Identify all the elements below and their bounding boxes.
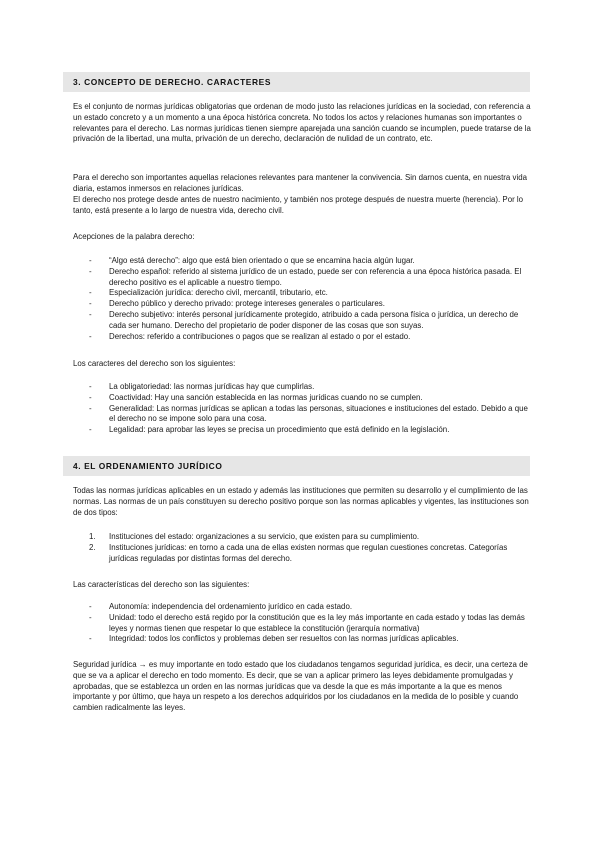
dash-marker: - (89, 309, 92, 319)
number-marker: 1. (89, 532, 96, 541)
dash-marker: - (89, 612, 92, 622)
section-4-paragraph-1: Todas las normas jurídicas aplicables en un estado y además las instituciones que permiten su desarrollo y el cumplimiento de las normas. Las normas de un país constituyen su derecho positivo porque son las normas aplicables y vigentes, las instituciones son de dos tipos: (73, 486, 529, 517)
list-item: - Autonomía: independencia del ordenamiento jurídico en cada estado. (89, 602, 353, 611)
list-item: - Derecho subjetivo: interés personal jurídicamente protegido, atribuido a cada persona física o jurídica, un derecho de cada ser humano. Derecho del propietario de poder disponer de las cosas que son suyas. (89, 309, 519, 330)
list-item: - “Algo está derecho”: algo que está bien orientado o que se encamina hacia algún lugar. (89, 256, 415, 265)
list-item: - Especialización jurídica: derecho civil, mercantil, tributario, etc. (89, 288, 328, 298)
list-item: - Coactividad: Hay una sanción establecida en las normas jurídicas cuando no se cumplen. (89, 392, 423, 402)
dash-marker: - (89, 331, 92, 341)
instituciones-list (73, 532, 533, 564)
seguridad-juridica-paragraph: Seguridad jurídica → es muy importante en todo estado que los ciudadanos tengamos seguridad jurídica, es decir, una certeza de que se va a aplicar el derecho en todo momento. Es decir, que se van a aplicar primero las leyes debidamente promulgadas y aprobadas, que se establezca un orden en las normas jurídicas que va desde la que es más importante a la que es menos importante y por último, que haya un respeto a los derechos adquiridos por los ciudadanos en la medida de lo posible y cuando cambien radicalmente las leyes. (73, 660, 528, 713)
list-item: - Legalidad: para aprobar las leyes se precisa un procedimiento que está definido en la legislación. (89, 425, 450, 435)
list-item: - La obligatoriedad: las normas jurídicas hay que cumplirlas. (89, 382, 315, 391)
section-3-paragraph-1: Es el conjunto de normas jurídicas obligatorias que ordenan de modo justo las relaciones jurídicas en la sociedad, con referencia a un estado concreto y a un momento a una época histórica concreta. No todos los actos y relaciones humanas son importantes o relevantes para el derecho. Las normas jurídicas tienen siempre aparejada una sanción cuando se incumplen, puede tratarse de la privación de la libertad, una multa, privación de un derecho, declaración de nulidad de un contrato, etc. (73, 102, 531, 144)
list-item: 1. Instituciones del estado: organizaciones a su servicio, que existen para su cumplimiento. (89, 532, 420, 541)
list-item: - Derecho público y derecho privado: protege intereses generales o particulares. (89, 299, 385, 309)
section-3-paragraph-3: El derecho nos protege desde antes de nuestro nacimiento, y también nos protege después de nuestra muerte (herencia). Por lo tanto, está presente a lo largo de nuestra vida, derecho civil. (73, 195, 524, 215)
number-marker: 2. (89, 542, 96, 552)
list-item: - Derechos: referido a contribuciones o pagos que se realizan al estado o por el estado. (89, 331, 411, 341)
dash-marker: - (89, 256, 92, 265)
acepciones-title: Acepciones de la palabra derecho: (73, 232, 195, 241)
dash-marker: - (89, 634, 92, 644)
section-3-heading: 3. CONCEPTO DE DERECHO. CARACTERES (63, 72, 530, 92)
caracteres-list (73, 382, 533, 436)
list-item: - Integridad: todos los conflictos y problemas deben ser resueltos con las normas jurídicas aplicables. (89, 634, 459, 644)
section-4-heading: 4. EL ORDENAMIENTO JURÍDICO (63, 456, 530, 476)
list-item: - Derecho español: referido al sistema jurídico de un estado, puede ser con referencia a una época histórica pasada. El derecho positivo es el aplicable a nuestro tiempo. (89, 266, 522, 287)
caracteres-title: Los caracteres del derecho son los siguientes: (73, 359, 236, 368)
dash-marker: - (89, 403, 92, 413)
caracteristicas-title: Las características del derecho son las siguientes: (73, 580, 250, 589)
dash-marker: - (89, 288, 92, 298)
list-item: 2. Instituciones jurídicas: en torno a cada una de ellas existen normas que regulan cuestiones concretas. Categorías jurídicas reguladas por distintas formas del derecho. (89, 542, 508, 563)
section-3-paragraph-2: Para el derecho son importantes aquellas relaciones relevantes para mantener la convivencia. Sin darnos cuenta, en nuestra vida diaria, estamos inmersos en relaciones jurídicas. (73, 173, 527, 193)
dash-marker: - (89, 425, 92, 435)
dash-marker: - (89, 266, 92, 276)
dash-marker: - (89, 602, 92, 611)
dash-marker: - (89, 392, 92, 402)
dash-marker: - (89, 382, 92, 391)
list-item: - Generalidad: Las normas jurídicas se aplican a todas las personas, situaciones e instituciones del estado. Debido a que el derecho no se impone solo para una cosa. (89, 403, 528, 424)
caracteristicas-list (73, 602, 533, 645)
list-item: - Unidad: todo el derecho está regido por la constitución que es la ley más importante en cada estado y todas las demás leyes y normas tienen que respetar lo que establece la constitución (jerarquía normativa) (89, 612, 525, 633)
acepciones-list (73, 256, 533, 342)
dash-marker: - (89, 299, 92, 309)
